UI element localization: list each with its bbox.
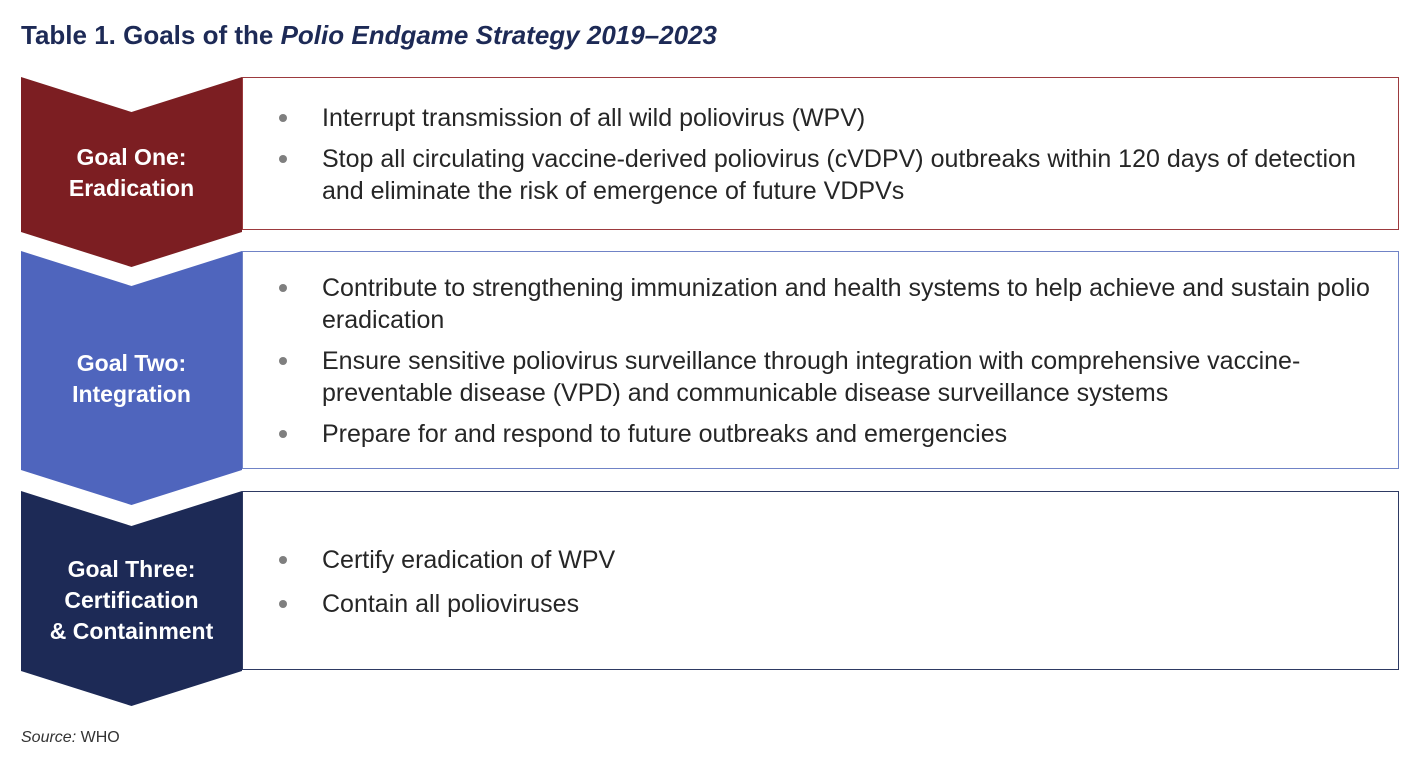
goal-two-row xyxy=(21,251,1399,505)
list-item: Stop all circulating vaccine-derived poliovirus (cVDPV) outbreaks within 120 days of detection and eliminate the risk of emergence of future VDPVs xyxy=(279,143,1378,207)
goal-two-bullets xyxy=(279,272,1378,459)
bullet-icon xyxy=(279,600,287,608)
goal-three-bullets xyxy=(279,544,1378,629)
goal-two-label-line-1: Goal Two: xyxy=(76,350,187,376)
goal-two-label xyxy=(21,348,242,410)
goal-one-row xyxy=(21,77,1399,267)
goal-one-bullets xyxy=(279,102,1378,216)
table-title-prefix: Table 1. Goals of the xyxy=(21,20,281,50)
list-item: Ensure sensitive poliovirus surveillance through integration with comprehensive vaccine-preventable disease (VPD) and communicable disease surveillance systems xyxy=(279,345,1378,409)
list-item: Certify eradication of WPV xyxy=(279,544,1378,576)
bullet-icon xyxy=(279,430,287,438)
list-item: Contribute to strengthening immunization and health systems to help achieve and sustain polio eradication xyxy=(279,272,1378,336)
source-note xyxy=(21,729,120,747)
source-value: WHO xyxy=(76,729,120,746)
bullet-icon xyxy=(279,357,287,365)
bullet-icon xyxy=(279,556,287,564)
goal-three-label-line-2: Certification xyxy=(64,587,199,613)
bullet-icon xyxy=(279,284,287,292)
source-label: Source: xyxy=(21,729,77,746)
goal-two-content-box xyxy=(242,251,1399,469)
table-title-italic: Polio Endgame Strategy 2019–2023 xyxy=(280,20,718,50)
goal-one-content-box xyxy=(242,77,1399,230)
goal-three-label-line-1: Goal Three: xyxy=(67,556,196,582)
goal-three-label-line-3: & Containment xyxy=(49,618,214,644)
list-item: Prepare for and respond to future outbreaks and emergencies xyxy=(279,418,1378,450)
table-title xyxy=(21,20,717,51)
goal-two-label-line-2: Integration xyxy=(72,381,191,407)
bullet-icon xyxy=(279,155,287,163)
goal-one-label-line-1: Goal One: xyxy=(76,144,187,170)
goal-one-label xyxy=(21,142,242,204)
list-item: Interrupt transmission of all wild poliovirus (WPV) xyxy=(279,102,1378,134)
goal-three-content-box xyxy=(242,491,1399,670)
goal-three-label xyxy=(21,554,242,647)
goal-three-row xyxy=(21,491,1399,706)
bullet-icon xyxy=(279,114,287,122)
goal-one-label-line-2: Eradication xyxy=(68,175,195,201)
list-item: Contain all polioviruses xyxy=(279,588,1378,620)
